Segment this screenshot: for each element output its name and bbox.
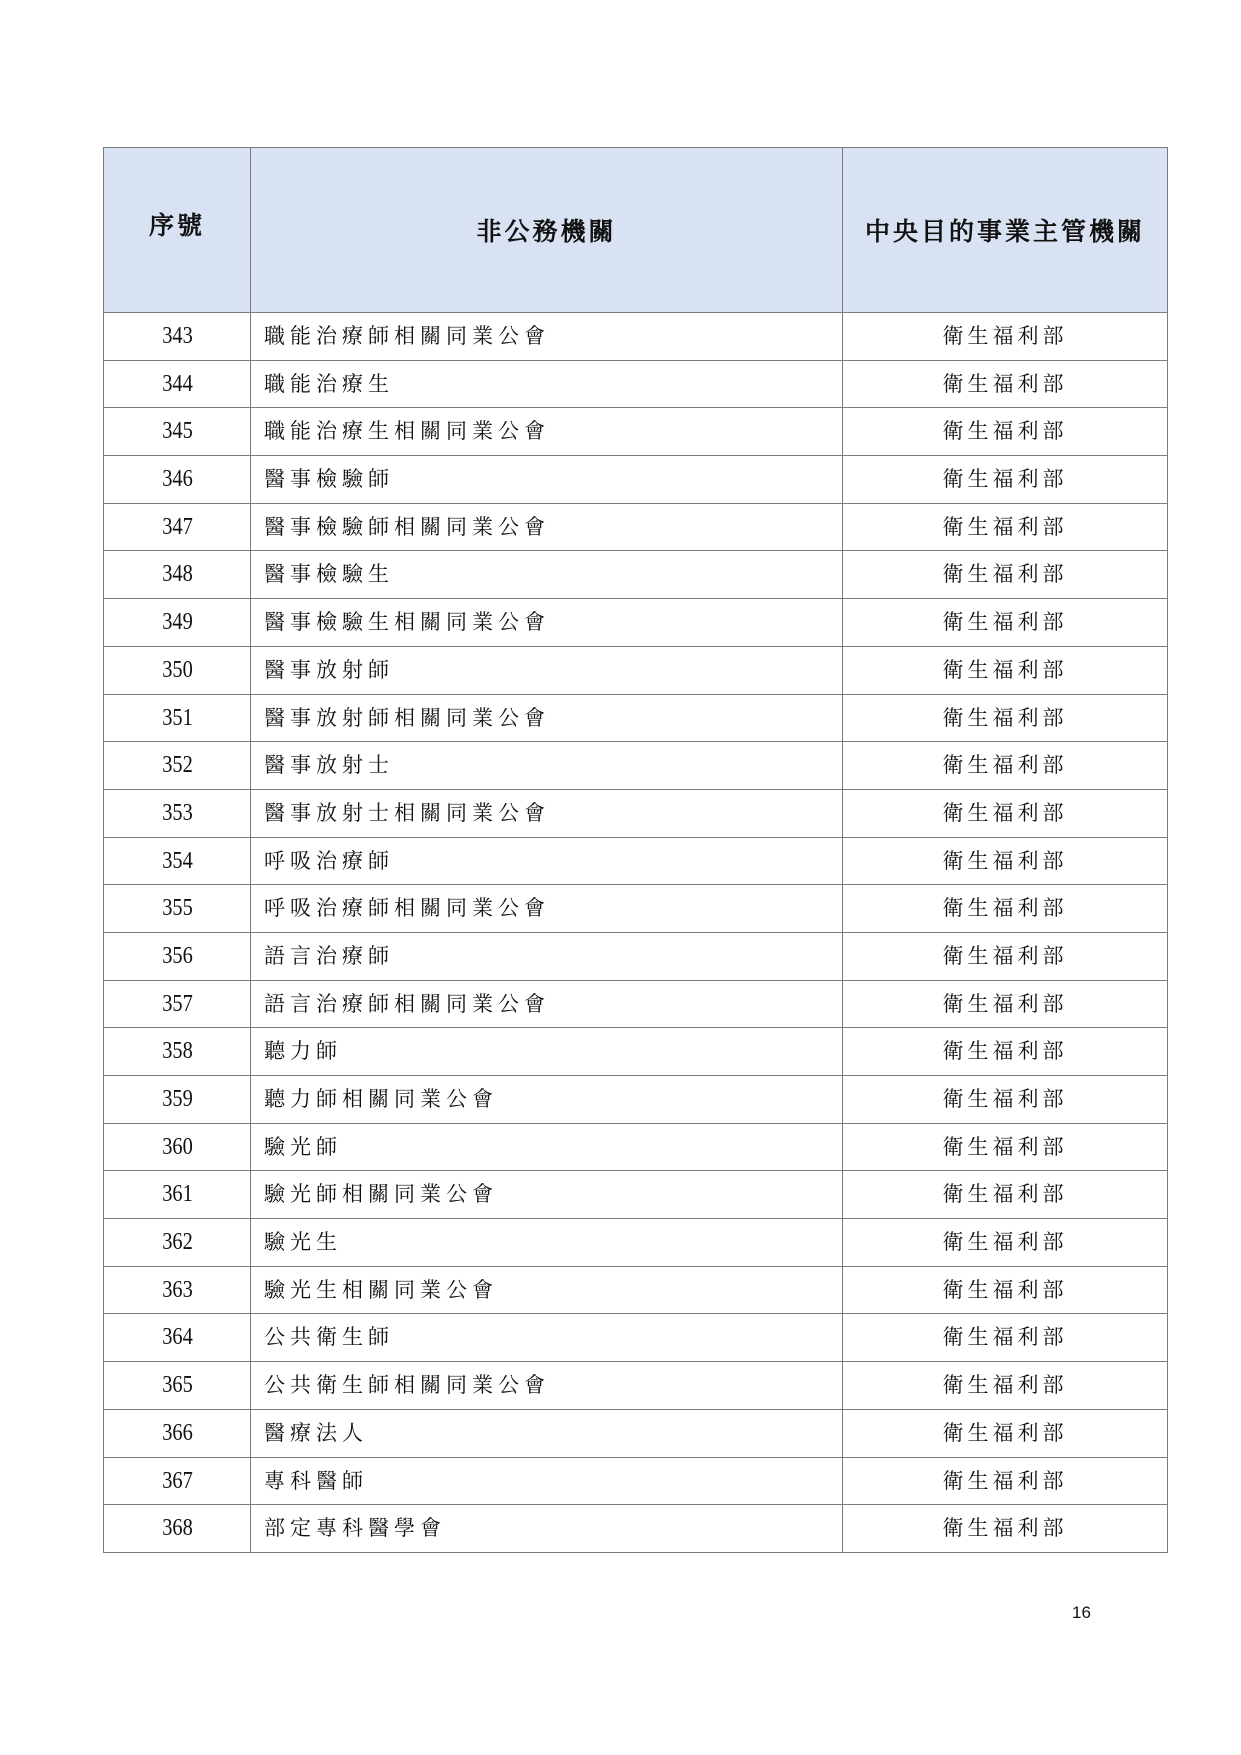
table-row xyxy=(104,646,1168,694)
serial-number-cell: 352 xyxy=(115,742,240,790)
competent-authority-cell: 衛生福利部 xyxy=(843,551,1168,599)
agency-name-cell: 醫事放射師 xyxy=(251,646,843,694)
agency-name-cell: 醫事檢驗生相關同業公會 xyxy=(251,599,843,647)
competent-authority-cell: 衛生福利部 xyxy=(843,313,1168,361)
table-row xyxy=(104,980,1168,1028)
serial-number-cell: 357 xyxy=(115,980,240,1028)
competent-authority-cell: 衛生福利部 xyxy=(843,980,1168,1028)
competent-authority-cell: 衛生福利部 xyxy=(843,885,1168,933)
agency-name-cell: 驗光師 xyxy=(251,1123,843,1171)
competent-authority-cell: 衛生福利部 xyxy=(843,599,1168,647)
competent-authority-cell: 衛生福利部 xyxy=(843,837,1168,885)
competent-authority-cell: 衛生福利部 xyxy=(843,789,1168,837)
agency-name-cell: 驗光師相關同業公會 xyxy=(251,1171,843,1219)
agency-name-cell: 公共衛生師相關同業公會 xyxy=(251,1362,843,1410)
table-row xyxy=(104,1076,1168,1124)
serial-number-cell: 344 xyxy=(115,360,240,408)
agency-name-cell: 部定專科醫學會 xyxy=(251,1505,843,1553)
agency-name-cell: 醫事檢驗師相關同業公會 xyxy=(251,503,843,551)
table-header-row xyxy=(104,148,1168,313)
table-row xyxy=(104,599,1168,647)
table-row xyxy=(104,1314,1168,1362)
header-non-government-agency: 非公務機關 xyxy=(251,148,843,313)
agency-name-cell: 專科醫師 xyxy=(251,1457,843,1505)
agency-name-cell: 驗光生相關同業公會 xyxy=(251,1266,843,1314)
serial-number-cell: 361 xyxy=(115,1171,240,1219)
table-row xyxy=(104,360,1168,408)
competent-authority-cell: 衛生福利部 xyxy=(843,1314,1168,1362)
table-row xyxy=(104,313,1168,361)
serial-number-cell: 365 xyxy=(115,1362,240,1410)
agency-name-cell: 醫事檢驗生 xyxy=(251,551,843,599)
table-row xyxy=(104,932,1168,980)
competent-authority-cell: 衛生福利部 xyxy=(843,1123,1168,1171)
table-row xyxy=(104,1028,1168,1076)
serial-number-cell: 345 xyxy=(115,408,240,456)
serial-number-cell: 348 xyxy=(115,551,240,599)
agency-name-cell: 醫事放射士相關同業公會 xyxy=(251,789,843,837)
agency-name-cell: 語言治療師 xyxy=(251,932,843,980)
serial-number-cell: 366 xyxy=(115,1409,240,1457)
agency-name-cell: 職能治療生相關同業公會 xyxy=(251,408,843,456)
competent-authority-cell: 衛生福利部 xyxy=(843,408,1168,456)
table-row xyxy=(104,551,1168,599)
agency-name-cell: 醫事放射師相關同業公會 xyxy=(251,694,843,742)
table-row xyxy=(104,1362,1168,1410)
table-row xyxy=(104,1171,1168,1219)
serial-number-cell: 368 xyxy=(115,1505,240,1553)
agency-name-cell: 語言治療師相關同業公會 xyxy=(251,980,843,1028)
table-row xyxy=(104,1219,1168,1267)
competent-authority-cell: 衛生福利部 xyxy=(843,1171,1168,1219)
agency-name-cell: 醫事檢驗師 xyxy=(251,456,843,504)
competent-authority-cell: 衛生福利部 xyxy=(843,742,1168,790)
table-row xyxy=(104,456,1168,504)
table-row xyxy=(104,837,1168,885)
table-row xyxy=(104,742,1168,790)
serial-number-cell: 363 xyxy=(115,1266,240,1314)
competent-authority-cell: 衛生福利部 xyxy=(843,503,1168,551)
agency-name-cell: 醫事放射士 xyxy=(251,742,843,790)
serial-number-cell: 349 xyxy=(115,599,240,647)
header-competent-authority: 中央目的事業主管機關 xyxy=(843,148,1168,313)
agency-name-cell: 職能治療生 xyxy=(251,360,843,408)
table-row xyxy=(104,408,1168,456)
non-government-agencies-table xyxy=(103,147,1168,1553)
competent-authority-cell: 衛生福利部 xyxy=(843,1028,1168,1076)
agency-name-cell: 聽力師 xyxy=(251,1028,843,1076)
competent-authority-cell: 衛生福利部 xyxy=(843,1505,1168,1553)
table-row xyxy=(104,694,1168,742)
competent-authority-cell: 衛生福利部 xyxy=(843,1457,1168,1505)
agency-name-cell: 呼吸治療師 xyxy=(251,837,843,885)
agency-name-cell: 職能治療師相關同業公會 xyxy=(251,313,843,361)
serial-number-cell: 346 xyxy=(115,456,240,504)
header-serial-number: 序號 xyxy=(104,148,251,313)
table-row xyxy=(104,1409,1168,1457)
competent-authority-cell: 衛生福利部 xyxy=(843,1362,1168,1410)
serial-number-cell: 354 xyxy=(115,837,240,885)
agency-name-cell: 驗光生 xyxy=(251,1219,843,1267)
table-body xyxy=(104,313,1168,1553)
competent-authority-cell: 衛生福利部 xyxy=(843,360,1168,408)
serial-number-cell: 343 xyxy=(115,313,240,361)
agency-name-cell: 醫療法人 xyxy=(251,1409,843,1457)
serial-number-cell: 367 xyxy=(115,1457,240,1505)
page-number: 16 xyxy=(1072,1603,1091,1622)
table-row xyxy=(104,1266,1168,1314)
agency-name-cell: 公共衛生師 xyxy=(251,1314,843,1362)
competent-authority-cell: 衛生福利部 xyxy=(843,646,1168,694)
agency-name-cell: 呼吸治療師相關同業公會 xyxy=(251,885,843,933)
serial-number-cell: 355 xyxy=(115,885,240,933)
table-row xyxy=(104,1123,1168,1171)
competent-authority-cell: 衛生福利部 xyxy=(843,456,1168,504)
serial-number-cell: 364 xyxy=(115,1314,240,1362)
competent-authority-cell: 衛生福利部 xyxy=(843,694,1168,742)
table-row xyxy=(104,1457,1168,1505)
serial-number-cell: 358 xyxy=(115,1028,240,1076)
serial-number-cell: 351 xyxy=(115,694,240,742)
serial-number-cell: 362 xyxy=(115,1219,240,1267)
table-row xyxy=(104,503,1168,551)
serial-number-cell: 353 xyxy=(115,789,240,837)
competent-authority-cell: 衛生福利部 xyxy=(843,932,1168,980)
table-row xyxy=(104,885,1168,933)
table-row xyxy=(104,789,1168,837)
serial-number-cell: 347 xyxy=(115,503,240,551)
competent-authority-cell: 衛生福利部 xyxy=(843,1219,1168,1267)
table-row xyxy=(104,1505,1168,1553)
competent-authority-cell: 衛生福利部 xyxy=(843,1409,1168,1457)
serial-number-cell: 359 xyxy=(115,1076,240,1124)
competent-authority-cell: 衛生福利部 xyxy=(843,1076,1168,1124)
competent-authority-cell: 衛生福利部 xyxy=(843,1266,1168,1314)
serial-number-cell: 360 xyxy=(115,1123,240,1171)
serial-number-cell: 350 xyxy=(115,646,240,694)
serial-number-cell: 356 xyxy=(115,932,240,980)
agency-name-cell: 聽力師相關同業公會 xyxy=(251,1076,843,1124)
